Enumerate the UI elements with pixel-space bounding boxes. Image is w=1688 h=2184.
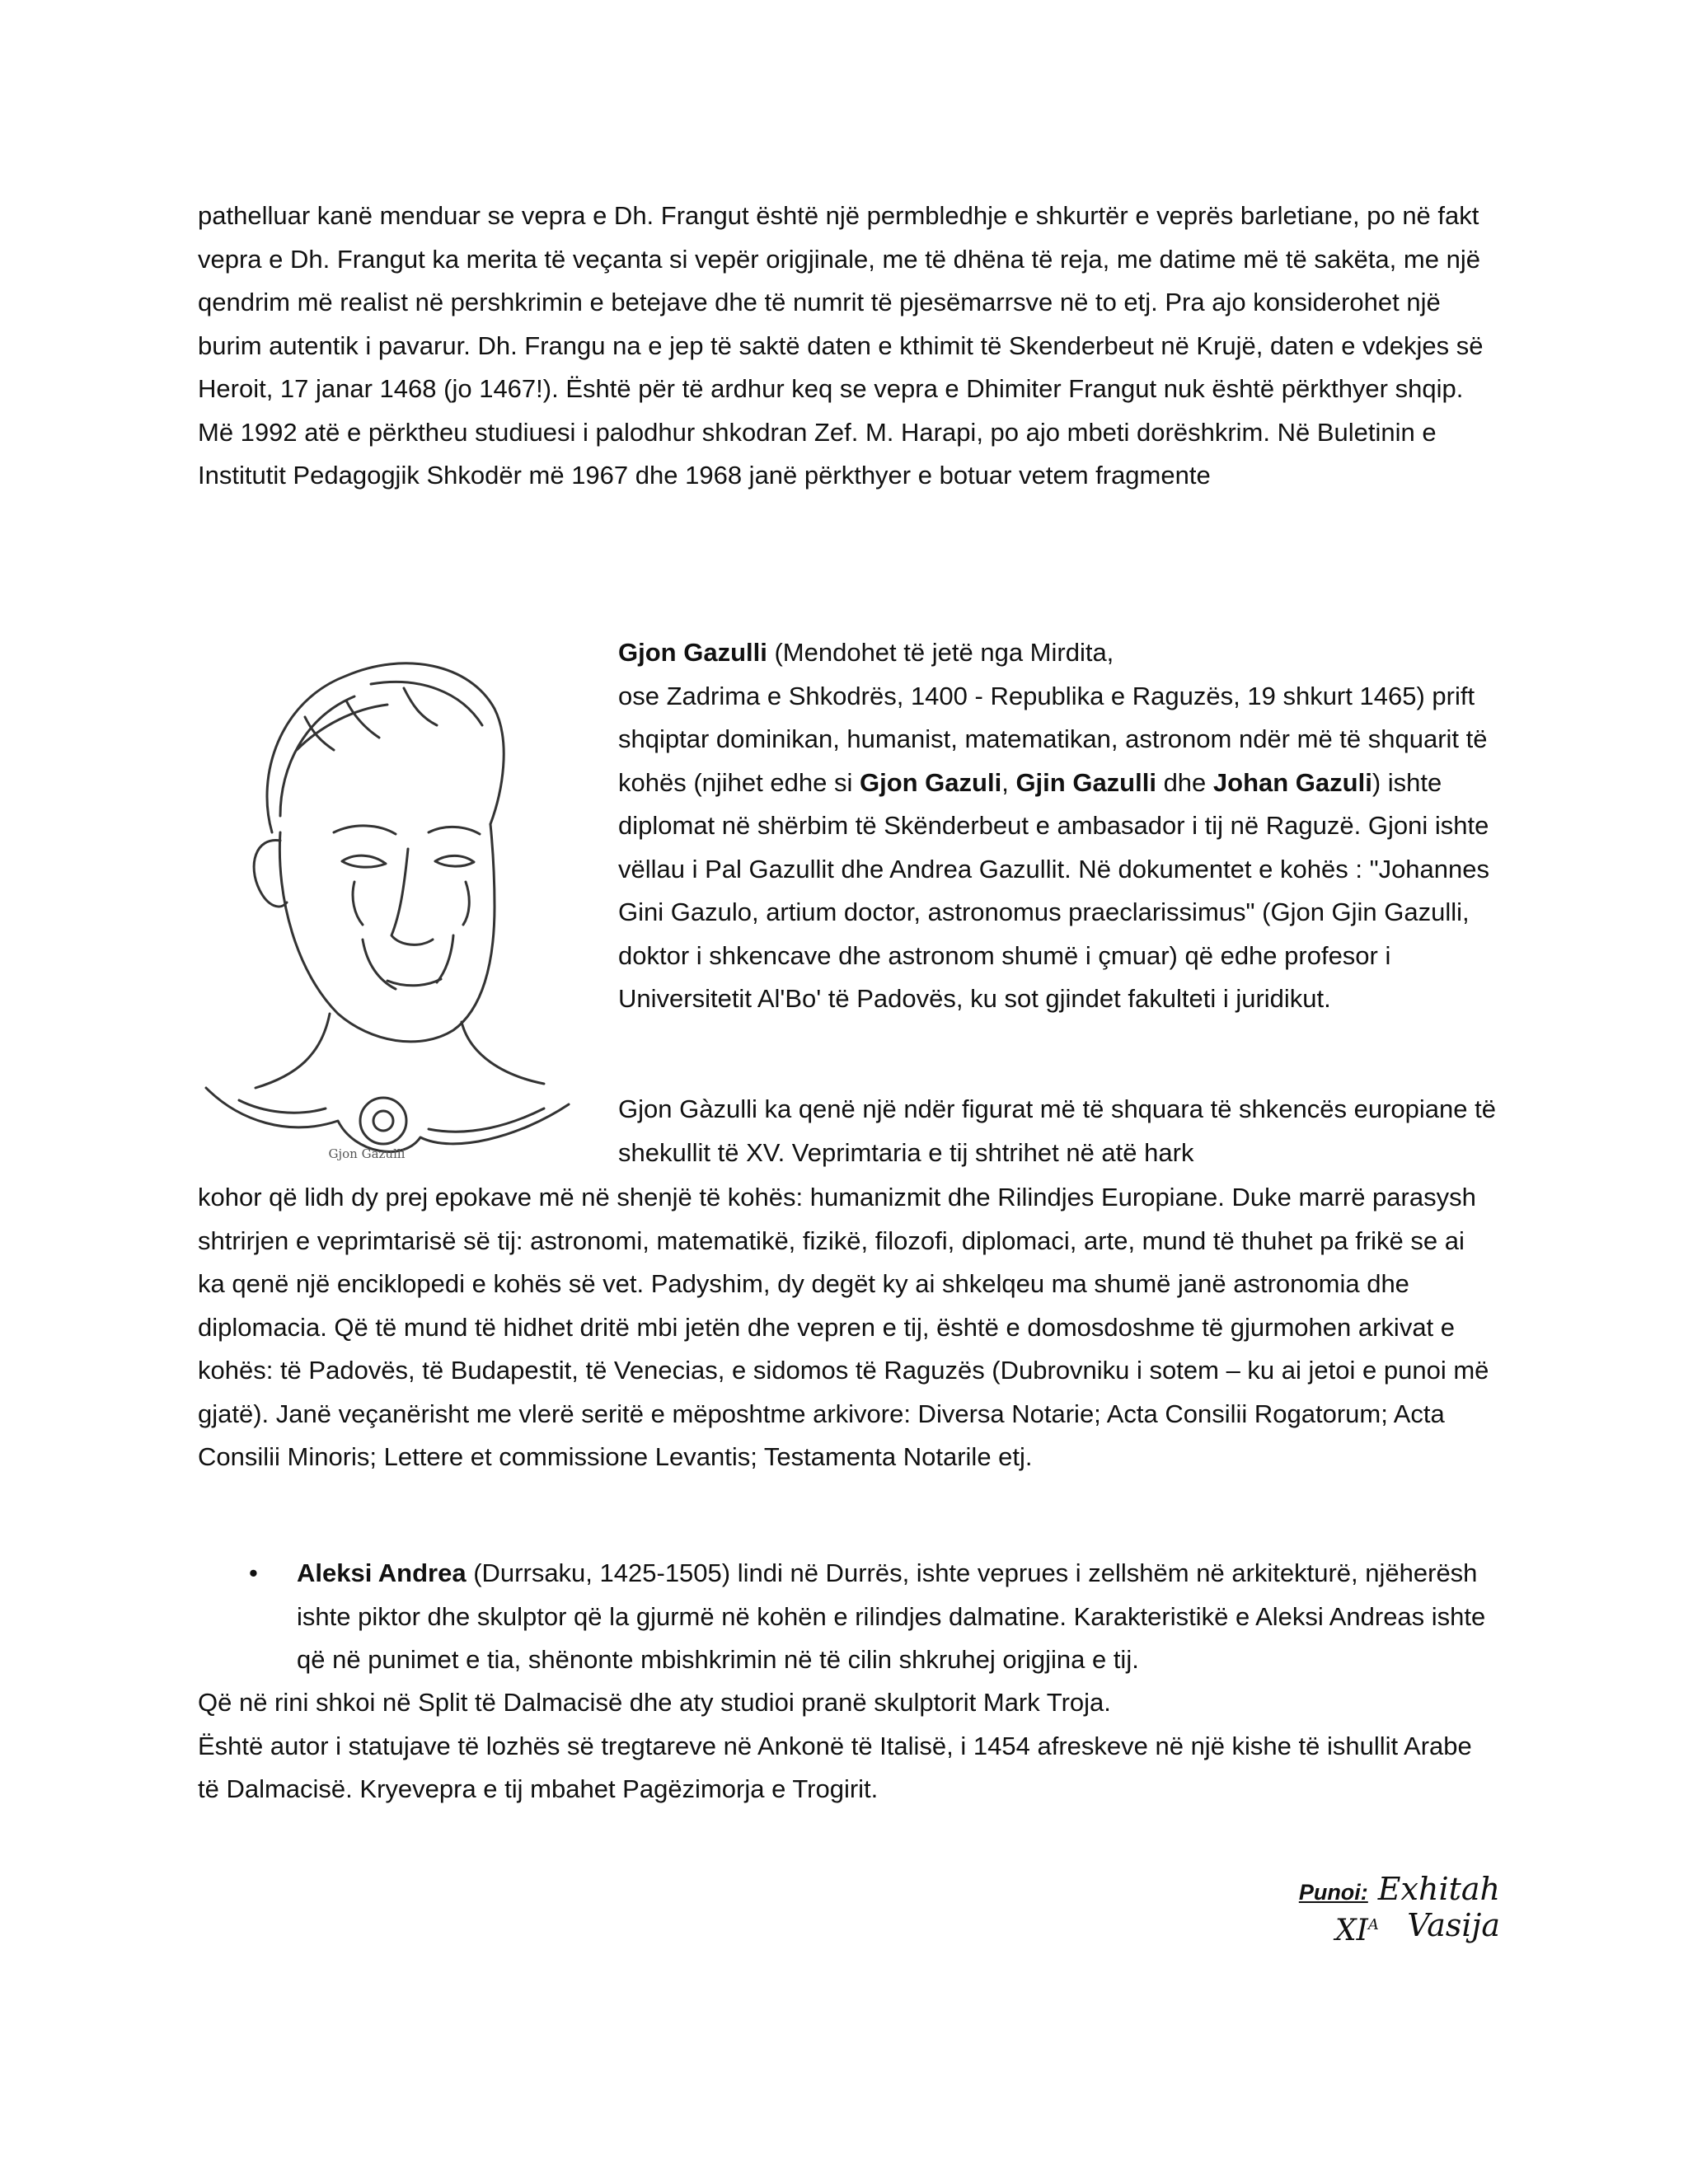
bio-sep-2: dhe <box>1156 767 1213 797</box>
class-sup: A <box>1367 1916 1379 1933</box>
bio-after: ) ishte diplomat në shërbim të Skënderbeut e ambasador i tij në Raguzë. Gjoni ishte vëllau i Pal Gazullit dhe Andrea Gazullit. Në dokumentet e kohës : "Johannes Gini Gazulo, artium doctor, astronomus praeclarissimus" (Gjon Gjin Gazulli, doktor i shkencave dhe astronom shumë i çmuar) që edhe profesor i Universitetit Al'Bo' të Padovës, ku sot gjindet fakulteti i juridikut. <box>618 767 1490 1013</box>
bullet-icon: • <box>249 1558 258 1587</box>
bullet-text <box>297 1552 1492 1682</box>
portrait-caption: Gjon Gazulli <box>328 1146 406 1161</box>
bio-sep-1: , <box>1001 767 1016 797</box>
portrait-gjon-gazulli <box>157 626 593 1170</box>
bio-alias-1: Gjon Gazuli <box>859 767 1002 797</box>
class-main: XI <box>1335 1914 1368 1947</box>
signature-class <box>1335 1914 1379 1947</box>
bio-alias-3: Johan Gazuli <box>1212 767 1372 797</box>
paragraph-aleksi-continued <box>198 1681 1492 1811</box>
bio-alias-2: Gjin Gazulli <box>1015 767 1156 797</box>
bio-intro-rest: ose Zadrima e Shkodrës, 1400 - Republika e Raguzës, 19 shkurt 1465) prift shqiptar dominikan, humanist, matematikan, astronom ndër më të shquarit të kohës (njihet edhe si <box>618 681 1488 797</box>
bullet-name: Aleksi Andrea <box>297 1558 467 1587</box>
paragraph-gazulli-full: kohor që lidh dy prej epokave më në shenjë të kohës: humanizmit dhe Rilindjes Europiane. Duke marrë parasysh shtrirjen e veprimtarisë së tij: astronomi, matematikë, fizikë, filozofi, diplomaci, arte, mund të thuhet pa frikë se ai ka qenë një enciklopedi e kohës së vet. Padyshim, dy degët ky ai shkelqeu ma shumë janë astronomia dhe diplomacia. Që të mund të hidhet dritë mbi jetën dhe vepren e tij, është e domosdoshme të gjurmohen arkivat e kohës: të Padovës, të Budapestit, të Venecias, e sidomos të Raguzës (Dubrovniku i sotem – ku ai jetoi e punoi më gjatë). Janë veçanërisht me vlerë seritë e mëposhtme arkivore: Diversa Notarie; Acta Consilii Rogatorum; Acta Consilii Minoris; Lettere et commissione Levantis; Testamenta Notarile etj. <box>198 1183 1489 1471</box>
paragraph-gazulli-wrap: Gjon Gàzulli ka qenë një ndër figurat më të shquara të shkencës europiane të shekullit të XV. Veprimtaria e tij shtrihet në atë hark <box>618 1094 1496 1167</box>
para4-rest: Është autor i statujave të lozhës së tregtareve në Ankonë të Italisë, i 1454 afreskeve në një kishe të ishullit Arabe të Dalmacisë. Kryevepra e tij mbahet Pagëzimorja e Trogirit. <box>198 1731 1472 1803</box>
bio-gjon-gazulli <box>618 631 1508 1021</box>
bio-name: Gjon Gazulli <box>618 638 767 667</box>
signature-author: Exhitah Vasija <box>1377 1871 1500 1943</box>
bio-intro-line1: (Mendohet të jetë nga Mirdita, <box>767 638 1114 667</box>
signature-label: Punoi: <box>1298 1880 1368 1905</box>
bullet-body: (Durrsaku, 1425-1505) lindi në Durrës, ishte veprues i zellshëm në arkitekturë, njëherësh ishte piktor dhe skulptor që la gjurmë në kohën e rilindjes dalmatine. Karakteristikë e Aleksi Andreas ishte që në punimet e tia, shënonte mbishkrimin në të cilin shkruhej origjina e tij. <box>297 1558 1486 1674</box>
paragraph-frangu: pathelluar kanë menduar se vepra e Dh. Frangut është një permbledhje e shkurtër e veprës barletiane, po në fakt vepra e Dh. Frangut ka merita të veçanta si vepër origjinale, me të dhëna të reja, me datime më të sakëta, me një qendrim më realist në pershkrimin e betejave dhe të numrit të pjesëmarrsve në to etj. Pra ajo konsiderohet një burim autentik i pavarur. Dh. Frangu na e jep të saktë daten e kthimit të Skenderbeut në Krujë, daten e vdekjes së Heroit, 17 janar 1468 (jo 1467!). Është për të ardhur keq se vepra e Dhimiter Frangut nuk është përkthyer shqip. Më 1992 atë e përktheu studiuesi i palodhur shkodran Zef. M. Harapi, po ajo mbeti dorëshkrim. Në Buletinin e Institutit Pedagogjik Shkodër më 1967 dhe 1968 janë përkthyer e botuar vetem fragmente <box>198 201 1484 490</box>
para4-line1: Që në rini shkoi në Split të Dalmacisë dhe aty studioi pranë skulptorit Mark Troja. <box>198 1688 1111 1717</box>
